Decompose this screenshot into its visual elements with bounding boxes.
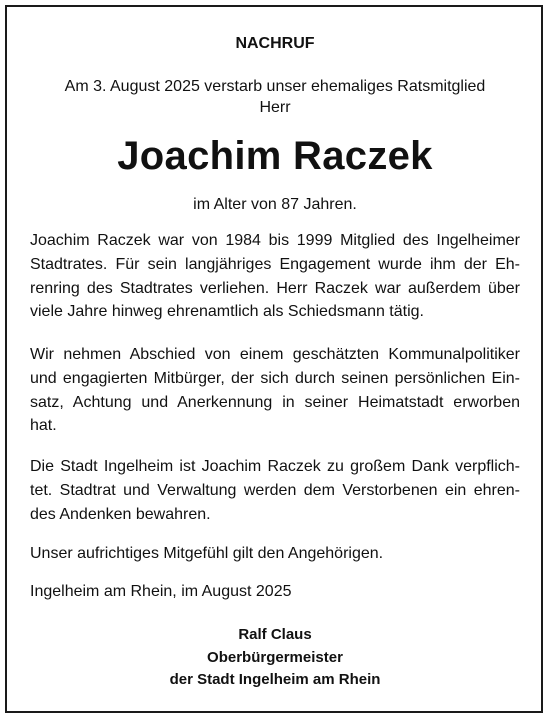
intro-line: Herr — [259, 99, 291, 116]
paragraph — [30, 343, 520, 438]
intro-text — [30, 76, 520, 118]
paragraph — [30, 229, 520, 324]
intro-line: Am 3. August 2025 verstarb unser ehemaliges Ratsmitglied — [64, 78, 486, 95]
signature-block — [30, 624, 520, 692]
paragraph-line: Die Stadt Ingelheim ist Joachim Raczek zu großem Dank verpflich- — [30, 458, 520, 475]
notice-heading: NACHRUF — [235, 35, 315, 52]
paragraph-line: renring des Stadtrates verliehen. Herr Raczek war außerdem über — [30, 279, 520, 297]
paragraph-line: viele Jahre hinweg ehrenamtlich als Schiedsmann tätig. — [30, 303, 424, 321]
paragraph-line: Unser aufrichtiges Mitgefühl gilt den Angehörigen. — [30, 545, 384, 562]
deceased-name: Joachim Raczek — [117, 134, 433, 178]
place-date: Ingelheim am Rhein, im August 2025 — [30, 583, 292, 600]
paragraph-line: hat. — [30, 417, 57, 435]
signatory-title: Oberbürgermeister — [207, 648, 343, 666]
paragraph-line: Wir nehmen Abschied von einem geschätzten Kommunalpolitiker — [30, 346, 520, 363]
paragraph — [30, 542, 520, 566]
age-line: im Alter von 87 Jahren. — [193, 196, 357, 213]
paragraph-line: satz, Achtung und Anerkennung in seiner Heimatstadt erworben — [30, 393, 520, 411]
paragraph-line: des Andenken bewahren. — [30, 505, 211, 523]
paragraph-line: Joachim Raczek war von 1984 bis 1999 Mitglied des Ingelheimer — [30, 232, 520, 249]
paragraph-line: und engagierten Mitbürger, der sich durch seinen persönlichen Ein- — [30, 369, 520, 387]
paragraph-line: Stadtrates. Für sein langjähriges Engagement wurde ihm der Eh- — [30, 255, 520, 273]
paragraph-line: tet. Stadtrat und Verwaltung werden dem Verstorbenen ein ehren- — [30, 481, 520, 499]
signatory-organization: der Stadt Ingelheim am Rhein — [169, 671, 381, 688]
paragraph — [30, 455, 520, 526]
signatory-name: Ralf Claus — [238, 626, 312, 643]
